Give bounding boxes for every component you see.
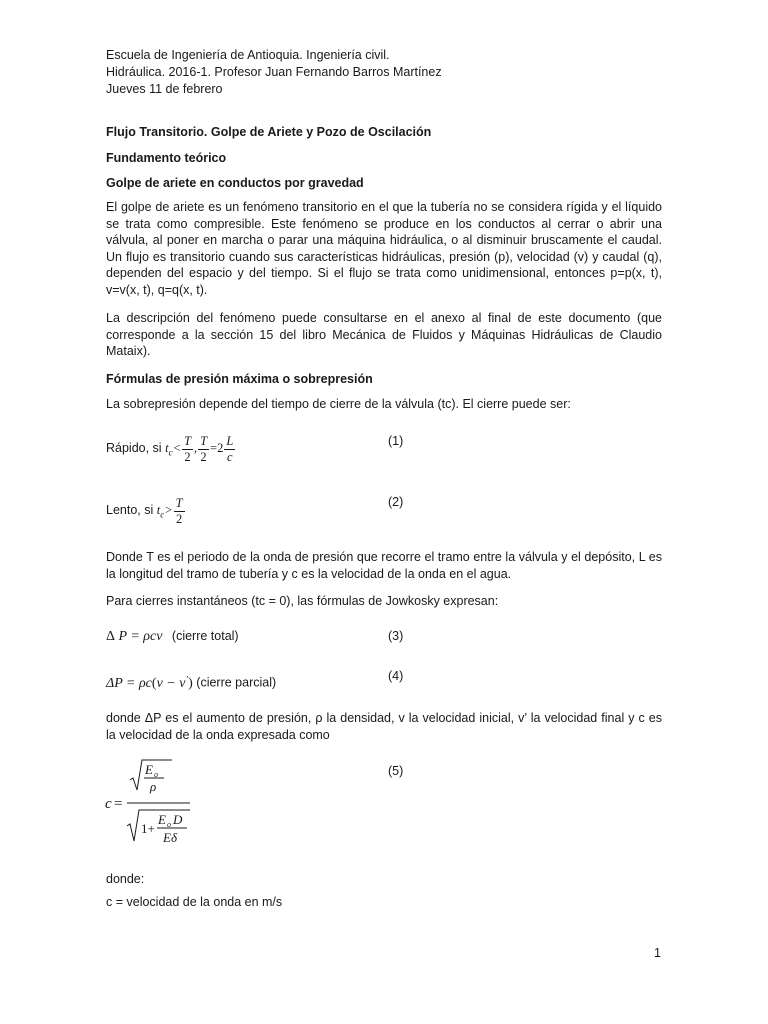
svg-text:1+: 1+ bbox=[141, 821, 155, 836]
equation-2-label: Lento, si bbox=[106, 503, 154, 517]
header-line-2: Hidráulica. 2016-1. Profesor Juan Fernando Barros Martínez bbox=[106, 65, 442, 79]
main-title: Flujo Transitorio. Golpe de Ariete y Pozo de Oscilación bbox=[106, 125, 432, 139]
equation-5-formula bbox=[100, 756, 210, 852]
svg-text:Eδ: Eδ bbox=[163, 830, 177, 845]
svg-text:ρ: ρ bbox=[150, 779, 157, 794]
equation-4-number: (4) bbox=[388, 669, 404, 683]
equation-4-text: (cierre parcial) bbox=[196, 675, 277, 690]
paragraph-jowkosky: Para cierres instantáneos (tc = 0), las fórmulas de Jowkosky expresan: bbox=[106, 594, 499, 608]
page-number: 1 bbox=[654, 946, 661, 960]
equation-2-number: (2) bbox=[388, 495, 404, 509]
equation-3-number: (3) bbox=[388, 629, 404, 643]
section-formulas: Fórmulas de presión máxima o sobrepresión bbox=[106, 372, 373, 386]
equation-3-text: (cierre total) bbox=[171, 629, 239, 643]
section-fundamento: Fundamento teórico bbox=[106, 151, 227, 165]
svg-text:o: o bbox=[167, 820, 171, 829]
equation-2 bbox=[106, 494, 186, 531]
equation-4 bbox=[106, 670, 276, 692]
paragraph-intro: El golpe de ariete es un fenómeno transitorio en el que la tubería no se considera rígida y el líquido se trata como compresible. Este fenómeno se produce en los conductos al cerrar o abrir una válvula, al poner en marcha o parar una máquina hidráulica, o al disminuir bruscamente el caudal. Un flujo es transitorio cuando sus características hidráulicas, presión (p), velocidad (v) y caudal (q), dependen del espacio y del tiempo. Si el flujo se trata como unidimensional, entonces p=p(x, t), v=v(x, t), q=q(x, t). bbox=[106, 200, 662, 297]
header-line-3: Jueves 11 de febrero bbox=[106, 82, 223, 96]
equation-1 bbox=[106, 432, 236, 469]
svg-text:o: o bbox=[154, 770, 158, 779]
section-golpe-ariete: Golpe de ariete en conductos por gravedad bbox=[106, 176, 364, 190]
svg-text:E: E bbox=[145, 762, 153, 777]
equation-1-label: Rápido, si bbox=[106, 441, 162, 455]
paragraph-sobrepresion: La sobrepresión depende del tiempo de cierre de la válvula (tc). El cierre puede ser: bbox=[106, 397, 571, 411]
equation-2-formula: $t_c>$ $\frac{T}{2}$ bbox=[156, 495, 183, 526]
paragraph-variables: donde ΔP es el aumento de presión, ρ la densidad, v la velocidad inicial, v’ la velocidad final y c es la velocidad de la onda expresada como bbox=[106, 711, 662, 742]
svg-text:=: = bbox=[114, 796, 123, 812]
svg-text:E: E bbox=[158, 812, 166, 827]
equation-5-number: (5) bbox=[388, 764, 404, 778]
equation-3 bbox=[106, 628, 239, 645]
header-line-1: Escuela de Ingeniería de Antioquia. Ingeniería civil. bbox=[106, 48, 390, 62]
paragraph-c-definition: c = velocidad de la onda en m/s bbox=[106, 895, 283, 909]
paragraph-donde: donde: bbox=[106, 872, 145, 886]
equation-1-formula: $t_c<$ $\frac{T}{2}$ , $\frac{T}{2}$ =2 $\frac{L}{c}$ bbox=[165, 433, 234, 464]
paragraph-periodo: Donde T es el periodo de la onda de presión que recorre el tramo entre la válvula y el depósito, L es la longitud del tramo de tubería y c es la velocidad de la onda en el agua. bbox=[106, 550, 662, 581]
equation-1-number: (1) bbox=[388, 434, 404, 448]
svg-text:D: D bbox=[173, 812, 183, 827]
paragraph-descripcion: La descripción del fenómeno puede consultarse en el anexo al final de este documento (que corresponde a la sección 15 del libro Mecánica de Fluidos y Máquinas Hidráulicas de Claudio Mataix). bbox=[106, 311, 662, 358]
svg-text:c: c bbox=[105, 796, 112, 812]
equation-4-formula: ΔP = ρc(v − v’) bbox=[106, 674, 193, 691]
equation-3-formula: Δ P = ρcv bbox=[106, 629, 163, 644]
